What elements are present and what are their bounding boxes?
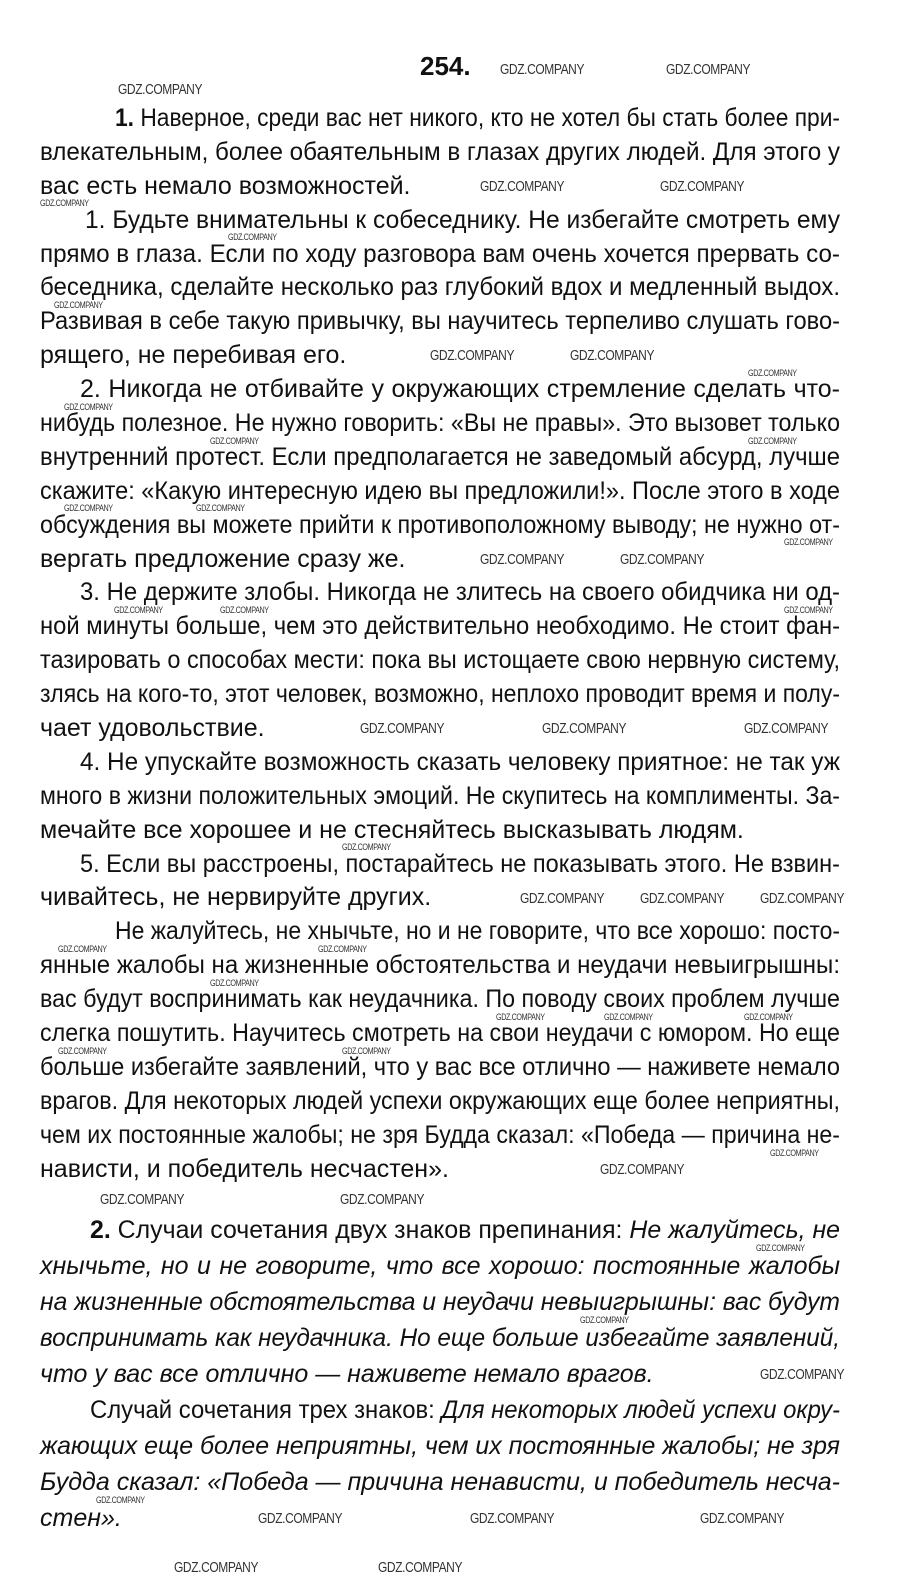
text-segment: 1. Будьте внимательны к собеседнику. Не избегайте смотреть ему bbox=[85, 205, 840, 234]
text-line-content bbox=[80, 580, 840, 605]
watermark: GDZ.COMPANY bbox=[770, 1147, 819, 1158]
watermark: GDZ.COMPANY bbox=[604, 1011, 653, 1022]
text-line-content bbox=[40, 343, 346, 368]
watermark: GDZ.COMPANY bbox=[784, 605, 833, 616]
watermark: GDZ.COMPANY bbox=[580, 1315, 629, 1325]
watermark: GDZ.COMPANY bbox=[784, 537, 833, 548]
text-line-content bbox=[90, 1218, 840, 1243]
text-segment: что у вас все отлично — наживете немало врагов. bbox=[40, 1360, 654, 1388]
text-segment: вас есть немало возможностей. bbox=[40, 171, 411, 200]
text-line-content bbox=[40, 953, 840, 978]
watermark: GDZ.COMPANY bbox=[480, 177, 565, 195]
watermark: GDZ.COMPANY bbox=[196, 503, 245, 514]
text-segment: тазировать о способах мести: пока вы истощаете свою нервную систему, bbox=[40, 646, 840, 675]
watermark: GDZ.COMPANY bbox=[318, 944, 367, 955]
watermark: GDZ.COMPANY bbox=[64, 401, 113, 412]
watermark: GDZ.COMPANY bbox=[744, 1011, 793, 1022]
text-segment: Развивая в себе такую привычку, вы научитесь терпеливо слушать гово- bbox=[40, 307, 840, 336]
text-segment: ной минуты больше, чем это действительно необходимо. Не стоит фан- bbox=[40, 612, 840, 641]
text-line bbox=[40, 747, 840, 776]
text-segment: Наверное, среди вас нет никого, кто не хотел бы стать более при- bbox=[134, 104, 840, 132]
text-line bbox=[40, 275, 840, 300]
text-segment: 2. Никогда не отбивайте у окружающих стремление сделать что- bbox=[80, 375, 840, 404]
text-line-content bbox=[115, 919, 840, 944]
text-segment: чивайтесь, не нервируйте других. bbox=[40, 883, 432, 912]
watermark: GDZ.COMPANY bbox=[174, 1559, 259, 1576]
text-segment: слегка пошутить. Научитесь смотреть на свои неудачи с юмором. Но еще bbox=[40, 1019, 840, 1048]
text-line bbox=[40, 1362, 840, 1387]
text-line bbox=[40, 614, 840, 639]
text-segment: нибудь полезное. Не нужно говорить: «Вы не правы». Это вызовет только bbox=[40, 409, 840, 438]
text-line-content bbox=[40, 648, 840, 673]
text-line bbox=[40, 1021, 840, 1046]
text-line bbox=[40, 510, 840, 539]
text-line-content bbox=[90, 1398, 840, 1423]
text-segment: чает удовольствие. bbox=[40, 714, 265, 743]
text-line bbox=[40, 987, 840, 1012]
text-line-content bbox=[40, 1086, 840, 1115]
text-line-content bbox=[40, 309, 840, 334]
watermark: GDZ.COMPANY bbox=[378, 1559, 463, 1576]
text-line bbox=[40, 1120, 840, 1149]
text-line bbox=[40, 781, 840, 810]
text-segment: врагов. Для некоторых людей успехи окружающих еще более неприятны, bbox=[40, 1086, 840, 1115]
text-line-content bbox=[80, 849, 840, 878]
text-line bbox=[40, 377, 840, 402]
text-line-content bbox=[40, 411, 840, 436]
text-line-content bbox=[40, 815, 744, 844]
watermark: GDZ.COMPANY bbox=[600, 1160, 685, 1178]
text-segment: Случаи сочетания двух знаков препинания: bbox=[110, 1216, 630, 1244]
watermark: GDZ.COMPANY bbox=[220, 605, 269, 616]
text-line bbox=[40, 815, 840, 844]
text-segment: чем их постоянные жалобы; не зря Будда сказал: «Победа — причина не- bbox=[40, 1120, 840, 1149]
text-segment: хнычьте, но и не говорите, что все хорошо: постоянные жалобы bbox=[40, 1252, 840, 1280]
watermark: GDZ.COMPANY bbox=[666, 61, 751, 78]
watermark: GDZ.COMPANY bbox=[640, 889, 725, 907]
text-line bbox=[40, 1326, 840, 1351]
watermark: GDZ.COMPANY bbox=[54, 300, 103, 310]
text-line bbox=[40, 205, 840, 234]
text-line-content bbox=[40, 987, 840, 1012]
text-segment: обсуждения вы можете прийти к противоположному выводу; не нужно от- bbox=[40, 510, 840, 539]
text-line-content bbox=[40, 1290, 840, 1315]
text-segment: мечайте все хорошее и не стесняйтесь высказывать людям. bbox=[40, 815, 744, 844]
text-segment: жающих еще более неприятны, чем их постоянные жалобы; не зря bbox=[40, 1432, 840, 1460]
text-line bbox=[40, 1398, 840, 1423]
watermark: GDZ.COMPANY bbox=[500, 61, 585, 78]
text-line-content bbox=[40, 682, 840, 707]
text-line bbox=[40, 309, 840, 334]
text-line-content bbox=[40, 239, 840, 268]
watermark: GDZ.COMPANY bbox=[520, 889, 605, 907]
watermark: GDZ.COMPANY bbox=[210, 435, 259, 446]
text-line bbox=[40, 1154, 840, 1183]
watermark: GDZ.COMPANY bbox=[210, 978, 259, 988]
watermark: GDZ.COMPANY bbox=[470, 1510, 555, 1527]
text-segment: Не жалуйтесь, не хнычьте, но и не говорите, что все хорошо: посто- bbox=[115, 917, 840, 946]
text-line bbox=[40, 1434, 840, 1459]
text-line bbox=[40, 648, 840, 673]
text-segment: Будда сказал: «Победа — причина ненависти, и победитель несча- bbox=[40, 1468, 840, 1496]
text-line bbox=[40, 919, 840, 944]
text-line-content bbox=[40, 1470, 840, 1495]
watermark: GDZ.COMPANY bbox=[258, 1510, 343, 1527]
text-line bbox=[40, 1470, 840, 1495]
text-line bbox=[40, 1254, 840, 1279]
text-line bbox=[40, 849, 840, 878]
text-line-content bbox=[40, 1254, 840, 1279]
text-line-content bbox=[40, 1052, 840, 1081]
page-number: 254. bbox=[420, 51, 471, 81]
watermark: GDZ.COMPANY bbox=[58, 944, 107, 955]
text-line-content bbox=[40, 885, 431, 910]
text-line-content bbox=[40, 510, 840, 539]
watermark: GDZ.COMPANY bbox=[480, 550, 565, 568]
watermark: GDZ.COMPANY bbox=[96, 1495, 145, 1505]
text-segment: 1. bbox=[115, 104, 135, 132]
text-line-content bbox=[40, 442, 840, 471]
text-line-content bbox=[40, 171, 411, 200]
watermark: GDZ.COMPANY bbox=[40, 198, 89, 209]
text-segment: на жизненные обстоятельства и неудачи невыигрышны: вас будут bbox=[40, 1288, 840, 1316]
text-line bbox=[40, 580, 840, 605]
watermark: GDZ.COMPANY bbox=[660, 177, 745, 195]
exercise-text bbox=[40, 106, 840, 1191]
text-line-content bbox=[40, 1362, 654, 1387]
text-segment: злясь на кого-то, этот человек, возможно, неплохо проводит время и полу- bbox=[40, 680, 840, 709]
text-segment: беседника, сделайте несколько раз глубокий вдох и медленный выдох. bbox=[40, 273, 840, 302]
text-segment: 3. Не держите злобы. Никогда не злитесь на своего обидчика ни од- bbox=[80, 578, 840, 607]
text-line-content bbox=[40, 1506, 122, 1531]
watermark: GDZ.COMPANY bbox=[756, 1243, 805, 1253]
text-line bbox=[40, 1290, 840, 1315]
watermark: GDZ.COMPANY bbox=[342, 1045, 391, 1056]
text-segment: скажите: «Какую интересную идею вы предложили!». После этого в ходе bbox=[40, 476, 840, 505]
watermark: GDZ.COMPANY bbox=[360, 720, 445, 738]
watermark: GDZ.COMPANY bbox=[700, 1510, 785, 1527]
text-line-content bbox=[85, 205, 840, 234]
text-segment: нависти, и победитель несчастен». bbox=[40, 1154, 449, 1183]
watermark: GDZ.COMPANY bbox=[430, 347, 515, 365]
text-segment: 5. Если вы расстроены, постарайтесь не показывать этого. Не взвин- bbox=[80, 849, 840, 878]
text-line bbox=[40, 1052, 840, 1081]
watermark: GDZ.COMPANY bbox=[228, 232, 277, 243]
watermark: GDZ.COMPANY bbox=[760, 889, 845, 907]
text-line-content bbox=[40, 614, 840, 639]
text-segment: вергать предложение сразу же. bbox=[40, 544, 406, 573]
text-line-content bbox=[40, 1326, 840, 1351]
exercise-analysis bbox=[40, 1218, 840, 1542]
watermark: GDZ.COMPANY bbox=[542, 720, 627, 738]
text-segment: Случай сочетания трех знаков: bbox=[90, 1396, 442, 1424]
watermark: GDZ.COMPANY bbox=[114, 605, 163, 616]
text-segment: прямо в глаза. Если по ходу разговора вам очень хочется прервать со- bbox=[40, 239, 840, 268]
text-segment: много в жизни положительных эмоций. Не скупитесь на комплименты. За- bbox=[40, 781, 840, 810]
watermark: GDZ.COMPANY bbox=[342, 842, 391, 853]
watermark: GDZ.COMPANY bbox=[748, 435, 797, 446]
text-line bbox=[40, 442, 840, 471]
watermark: GDZ.COMPANY bbox=[118, 81, 203, 98]
watermark: GDZ.COMPANY bbox=[620, 550, 705, 568]
text-segment: янные жалобы на жизненные обстоятельства и неудачи невыигрышны: bbox=[40, 951, 840, 980]
text-line-content bbox=[40, 544, 406, 573]
watermark: GDZ.COMPANY bbox=[748, 367, 797, 378]
text-line-content bbox=[115, 106, 840, 131]
watermark: GDZ.COMPANY bbox=[570, 347, 655, 365]
text-line-content bbox=[40, 716, 265, 741]
text-line-content bbox=[40, 275, 840, 300]
watermark: GDZ.COMPANY bbox=[760, 1366, 845, 1383]
text-line-content bbox=[80, 747, 840, 776]
text-line bbox=[40, 106, 840, 131]
text-segment: больше избегайте заявлений, что у вас все отлично — наживете немало bbox=[40, 1052, 840, 1081]
text-line-content bbox=[40, 476, 840, 505]
text-segment: рящего, не перебивая его. bbox=[40, 341, 347, 370]
text-line-content bbox=[40, 781, 840, 810]
text-line-content bbox=[40, 137, 840, 166]
text-line-content bbox=[40, 1021, 840, 1046]
text-segment: влекательным, более обаятельным в глазах других людей. Для этого у bbox=[40, 137, 840, 166]
watermark: GDZ.COMPANY bbox=[744, 720, 829, 738]
text-segment: Для некоторых людей успехи окру- bbox=[441, 1396, 840, 1424]
text-line-content bbox=[40, 1154, 449, 1183]
text-line bbox=[40, 476, 840, 505]
text-line-content bbox=[40, 1434, 840, 1459]
text-segment: вас будут воспринимать как неудачника. По поводу своих проблем лучше bbox=[40, 985, 840, 1014]
text-segment: стен». bbox=[40, 1504, 122, 1532]
text-line-content bbox=[80, 377, 840, 402]
text-segment: воспринимать как неудачника. Но еще больше избегайте заявлений, bbox=[40, 1324, 840, 1352]
text-segment: Не жалуйтесь, не bbox=[629, 1216, 840, 1244]
text-line bbox=[40, 682, 840, 707]
text-line bbox=[40, 239, 840, 268]
text-line bbox=[40, 953, 840, 978]
text-line bbox=[40, 411, 840, 436]
text-line-content bbox=[40, 1120, 840, 1149]
text-line bbox=[40, 1086, 840, 1115]
watermark: GDZ.COMPANY bbox=[100, 1191, 185, 1208]
text-segment: внутренний протест. Если предполагается не заведомый абсурд, лучше bbox=[40, 442, 840, 471]
text-segment: 2. bbox=[90, 1216, 111, 1244]
text-segment: 4. Не упускайте возможность сказать человеку приятное: не так уж bbox=[80, 747, 840, 776]
text-line bbox=[40, 1218, 840, 1243]
watermark: GDZ.COMPANY bbox=[340, 1191, 425, 1208]
watermark: GDZ.COMPANY bbox=[64, 503, 113, 514]
watermark: GDZ.COMPANY bbox=[496, 1011, 545, 1022]
text-line bbox=[40, 137, 840, 166]
text-line bbox=[40, 544, 840, 573]
watermark: GDZ.COMPANY bbox=[58, 1045, 107, 1056]
